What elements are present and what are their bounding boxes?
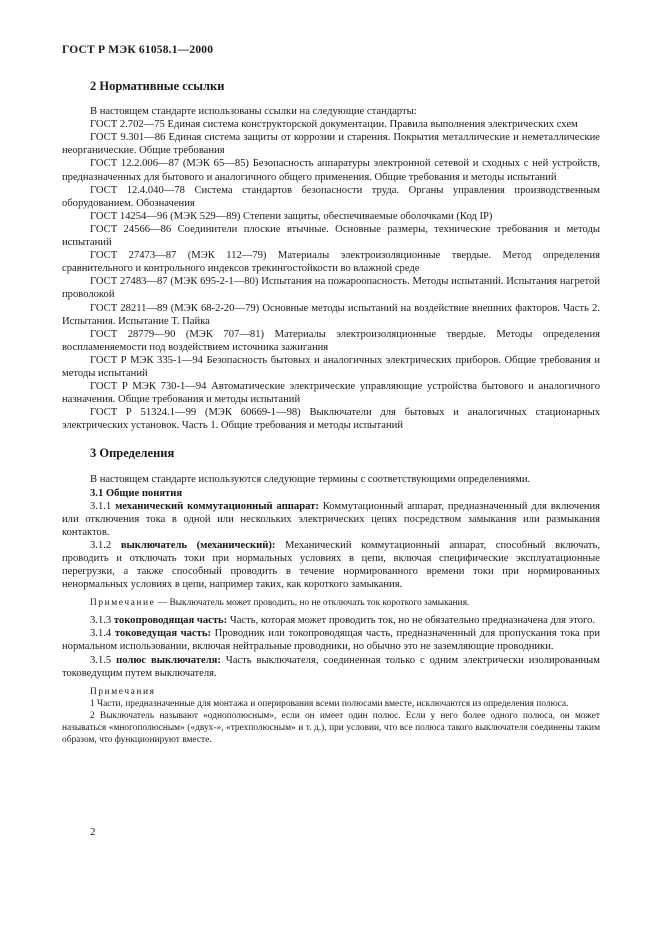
page-number: 2: [90, 826, 96, 838]
definition-3-1-4: [62, 627, 600, 653]
section-2-intro: В настоящем стандарте использованы ссылки на следующие стандарты:: [90, 106, 417, 118]
ref-item: ГОСТ 27473—87 (МЭК 112—79) Материалы электроизоляционные твердые. Метод определения сравнительного и контрольного индексов трекингостойкости во влажной среде: [62, 250, 600, 275]
document-header: ГОСТ Р МЭК 61058.1—2000: [62, 44, 214, 56]
note-item: 1 Части, предназначенные для монтажа и оперирования всеми полюсами вместе, исключаются из определения полюса.: [90, 698, 569, 709]
definition-3-1-5: [62, 654, 600, 680]
definition-text: Проводник или токопроводящая часть, предназначенный для пропускания тока при нормальном использовании, включая нейтральные проводники, но обычно это не заземляющие проводники.: [62, 628, 601, 653]
notes-label: Примечания: [90, 686, 156, 697]
ref-item: ГОСТ Р МЭК 335-1—94 Безопасность бытовых и аналогичных электрических приборов. Общие требования и методы испытаний: [62, 354, 600, 379]
definition-number: 3.1.3: [90, 615, 112, 627]
definition-text: Часть, которая может проводить ток, но не обязательно предназначена для этого.: [229, 615, 596, 627]
definition-3-1-3: [62, 614, 600, 627]
note-text: — Выключатель может проводить, но не отключать ток короткого замыкания.: [157, 598, 470, 609]
ref-item: ГОСТ 12.4.040—78 Система стандартов безопасности труда. Органы управления производственным оборудованием. Обозначения: [62, 184, 600, 209]
definition-text: Часть выключателя, соединенная только с одним электрически изолированным токоведущим путем выключателя.: [62, 654, 600, 679]
ref-item: ГОСТ 28211—89 (МЭК 68-2-20—79) Основные методы испытаний на воздействие внешних факторов. Часть 2. Испытания. Испытание Т. Пайка: [62, 302, 600, 327]
definition-text: Механический коммутационный аппарат, способный включать, проводить и отключать токи при нормальных условиях в цепи, включая специфические эксплуатационные перегрузки, а также способный проводить в течение нормированного времени токи при нормированных ненормальных условиях в цепи, например таких, как короткого замыкания.: [62, 539, 600, 591]
note-label: Примечание: [90, 598, 156, 609]
definition-3-1-1: [62, 500, 600, 539]
ref-item: ГОСТ 2.702—75 Единая система конструкторской документации. Правила выполнения электрических схем: [90, 119, 578, 131]
ref-item: ГОСТ 27483—87 (МЭК 695-2-1—80) Испытания на пожароопасность. Методы испытаний. Испытания нагретой проволокой: [62, 276, 600, 301]
ref-item: ГОСТ 24566—86 Соединители плоские втычные. Основные размеры, технические требования и методы испытаний: [62, 223, 600, 249]
note-item: 2 Выключатель называют «однополюсным», если он имеет один полюс. Если у него более одного полюса, он может называться «многополюсным» («двух-», «трехполюсным» и т. д.), при условии, что все полюса такого выключателя соединены таким образом, что функционируют вместе.: [62, 710, 600, 745]
definition-term: механический коммутационный аппарат:: [115, 500, 319, 512]
note-1: [62, 597, 600, 609]
document-page: [62, 44, 600, 746]
ref-item: ГОСТ Р МЭК 730-1—94 Автоматические электрические управляющие устройства бытового и аналогичного назначения. Общие требования и методы испытаний: [62, 381, 600, 406]
definition-number: 3.1.1: [90, 500, 112, 512]
definition-term: токопроводящая часть:: [113, 615, 228, 627]
section-2-title: 2 Нормативные ссылки: [90, 79, 225, 94]
section-3-title: 3 Определения: [90, 446, 175, 461]
definition-number: 3.1.5: [90, 654, 112, 666]
ref-item: ГОСТ 9.301—86 Единая система защиты от коррозии и старения. Покрытия металлические и неметаллические неорганические. Общие требования: [62, 132, 600, 157]
definition-number: 3.1.2: [90, 539, 112, 551]
definition-number: 3.1.4: [90, 628, 112, 640]
definition-3-1-2: [62, 539, 600, 591]
definition-term: токоведущая часть:: [114, 628, 212, 640]
subsection-title: 3.1 Общие понятия: [90, 487, 183, 499]
definition-term: полюс выключателя:: [116, 654, 221, 666]
definition-text: Коммутационный аппарат, предназначенный для включения или отключения тока в одной или нескольких электрических цепях посредством замыкания или размыкания контактов.: [62, 500, 600, 538]
definition-term: выключатель (механический):: [120, 539, 276, 551]
section-3-intro: В настоящем стандарте используются следующие термины с соответствующими определениями.: [90, 474, 531, 486]
ref-item: ГОСТ 14254—96 (МЭК 529—89) Степени защиты, обеспечиваемые оболочками (Код IP): [90, 210, 493, 222]
ref-item: ГОСТ 12.2.006—87 (МЭК 65—85) Безопасность аппаратуры электронной сетевой и сходных с ней устройств, предназначенных для бытового и аналогичного общего применения. Общие требования и методы испытаний: [62, 158, 600, 183]
ref-item: ГОСТ 28779—90 (МЭК 707—81) Материалы электроизоляционные твердые. Методы определения воспламеняемости под воздействием источника зажигания: [62, 328, 600, 353]
ref-item: ГОСТ Р 51324.1—99 (МЭК 60669-1—98) Выключатели для бытовых и аналогичных стационарных электрических установок. Часть 1. Общие требования и методы испытаний: [62, 407, 600, 432]
